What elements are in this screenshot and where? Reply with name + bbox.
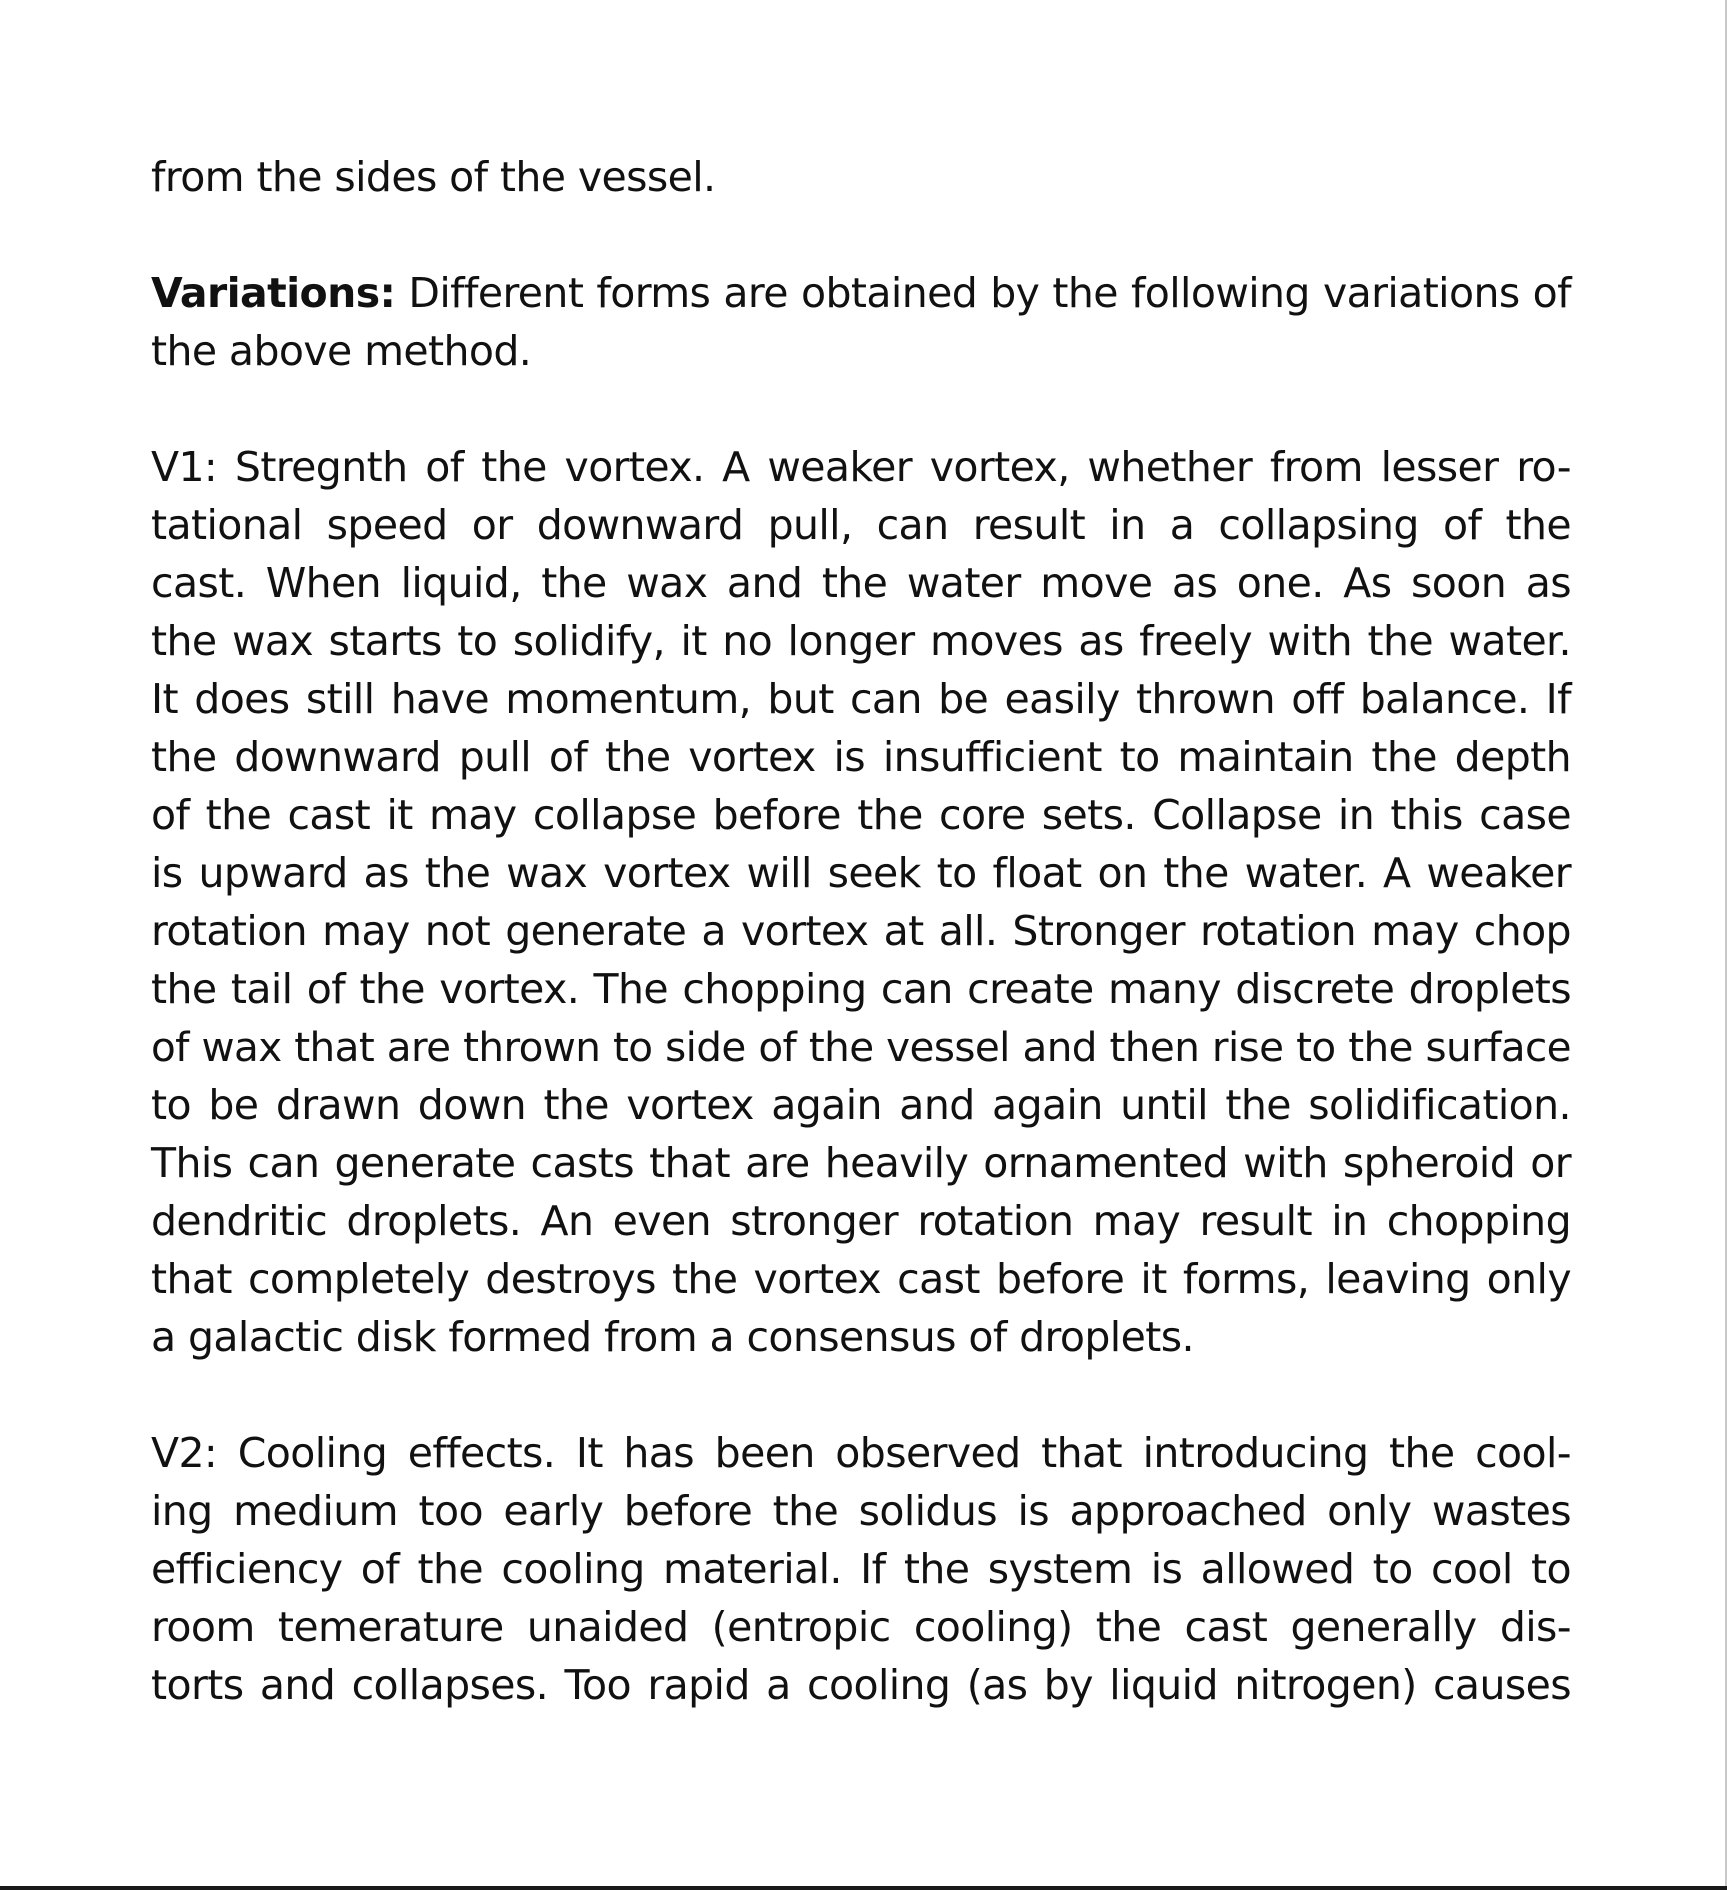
text-line: torts and collapses. Too rapid a cooling (as by liquid nitrogen) causes <box>151 1661 1571 1709</box>
text-line: of the cast it may collapse before the core sets. Collapse in this case <box>151 791 1571 839</box>
text-line: rotation may not generate a vortex at all. Stronger rotation may chop <box>151 907 1571 955</box>
paragraph-intro <box>151 148 1571 206</box>
text-line <box>151 264 1571 322</box>
page-bottom-border <box>0 1886 1727 1890</box>
text-line: V2: Cooling effects. It has been observed that introducing the cool- <box>151 1429 1571 1477</box>
body-text <box>151 148 1571 1714</box>
text-line: ing medium too early before the solidus is approached only wastes <box>151 1487 1571 1535</box>
paragraph-v1 <box>151 438 1571 1366</box>
text-line: the downward pull of the vortex is insufficient to maintain the depth <box>151 733 1571 781</box>
text-line: dendritic droplets. An even stronger rotation may result in chopping <box>151 1197 1571 1245</box>
variations-intro-text: Different forms are obtained by the following variations of <box>395 269 1571 317</box>
text-line: of wax that are thrown to side of the vessel and then rise to the surface <box>151 1023 1571 1071</box>
text-line: is upward as the wax vortex will seek to float on the water. A weaker <box>151 849 1571 897</box>
text-line: efficiency of the cooling material. If the system is allowed to cool to <box>151 1545 1571 1593</box>
paragraph-variations <box>151 264 1571 380</box>
text-line: cast. When liquid, the wax and the water move as one. As soon as <box>151 559 1571 607</box>
text-line: tational speed or downward pull, can result in a collapsing of the <box>151 501 1571 549</box>
text-line: to be drawn down the vortex again and again until the solidification. <box>151 1081 1571 1129</box>
variations-heading: Variations: <box>151 269 396 317</box>
text-line: from the sides of the vessel. <box>151 153 716 201</box>
paragraph-v2 <box>151 1424 1571 1714</box>
text-line: a galactic disk formed from a consensus of droplets. <box>151 1313 1194 1361</box>
text-line: that completely destroys the vortex cast before it forms, leaving only <box>151 1255 1571 1303</box>
text-line: the tail of the vortex. The chopping can create many discrete droplets <box>151 965 1571 1013</box>
text-line: V1: Stregnth of the vortex. A weaker vortex, whether from lesser ro- <box>151 443 1571 491</box>
text-line: This can generate casts that are heavily ornamented with spheroid or <box>151 1139 1571 1187</box>
text-line: the above method. <box>151 327 532 375</box>
text-line: room temerature unaided (entropic cooling) the cast generally dis- <box>151 1603 1571 1651</box>
text-line: It does still have momentum, but can be easily thrown off balance. If <box>151 675 1571 723</box>
text-line: the wax starts to solidify, it no longer moves as freely with the water. <box>151 617 1571 665</box>
